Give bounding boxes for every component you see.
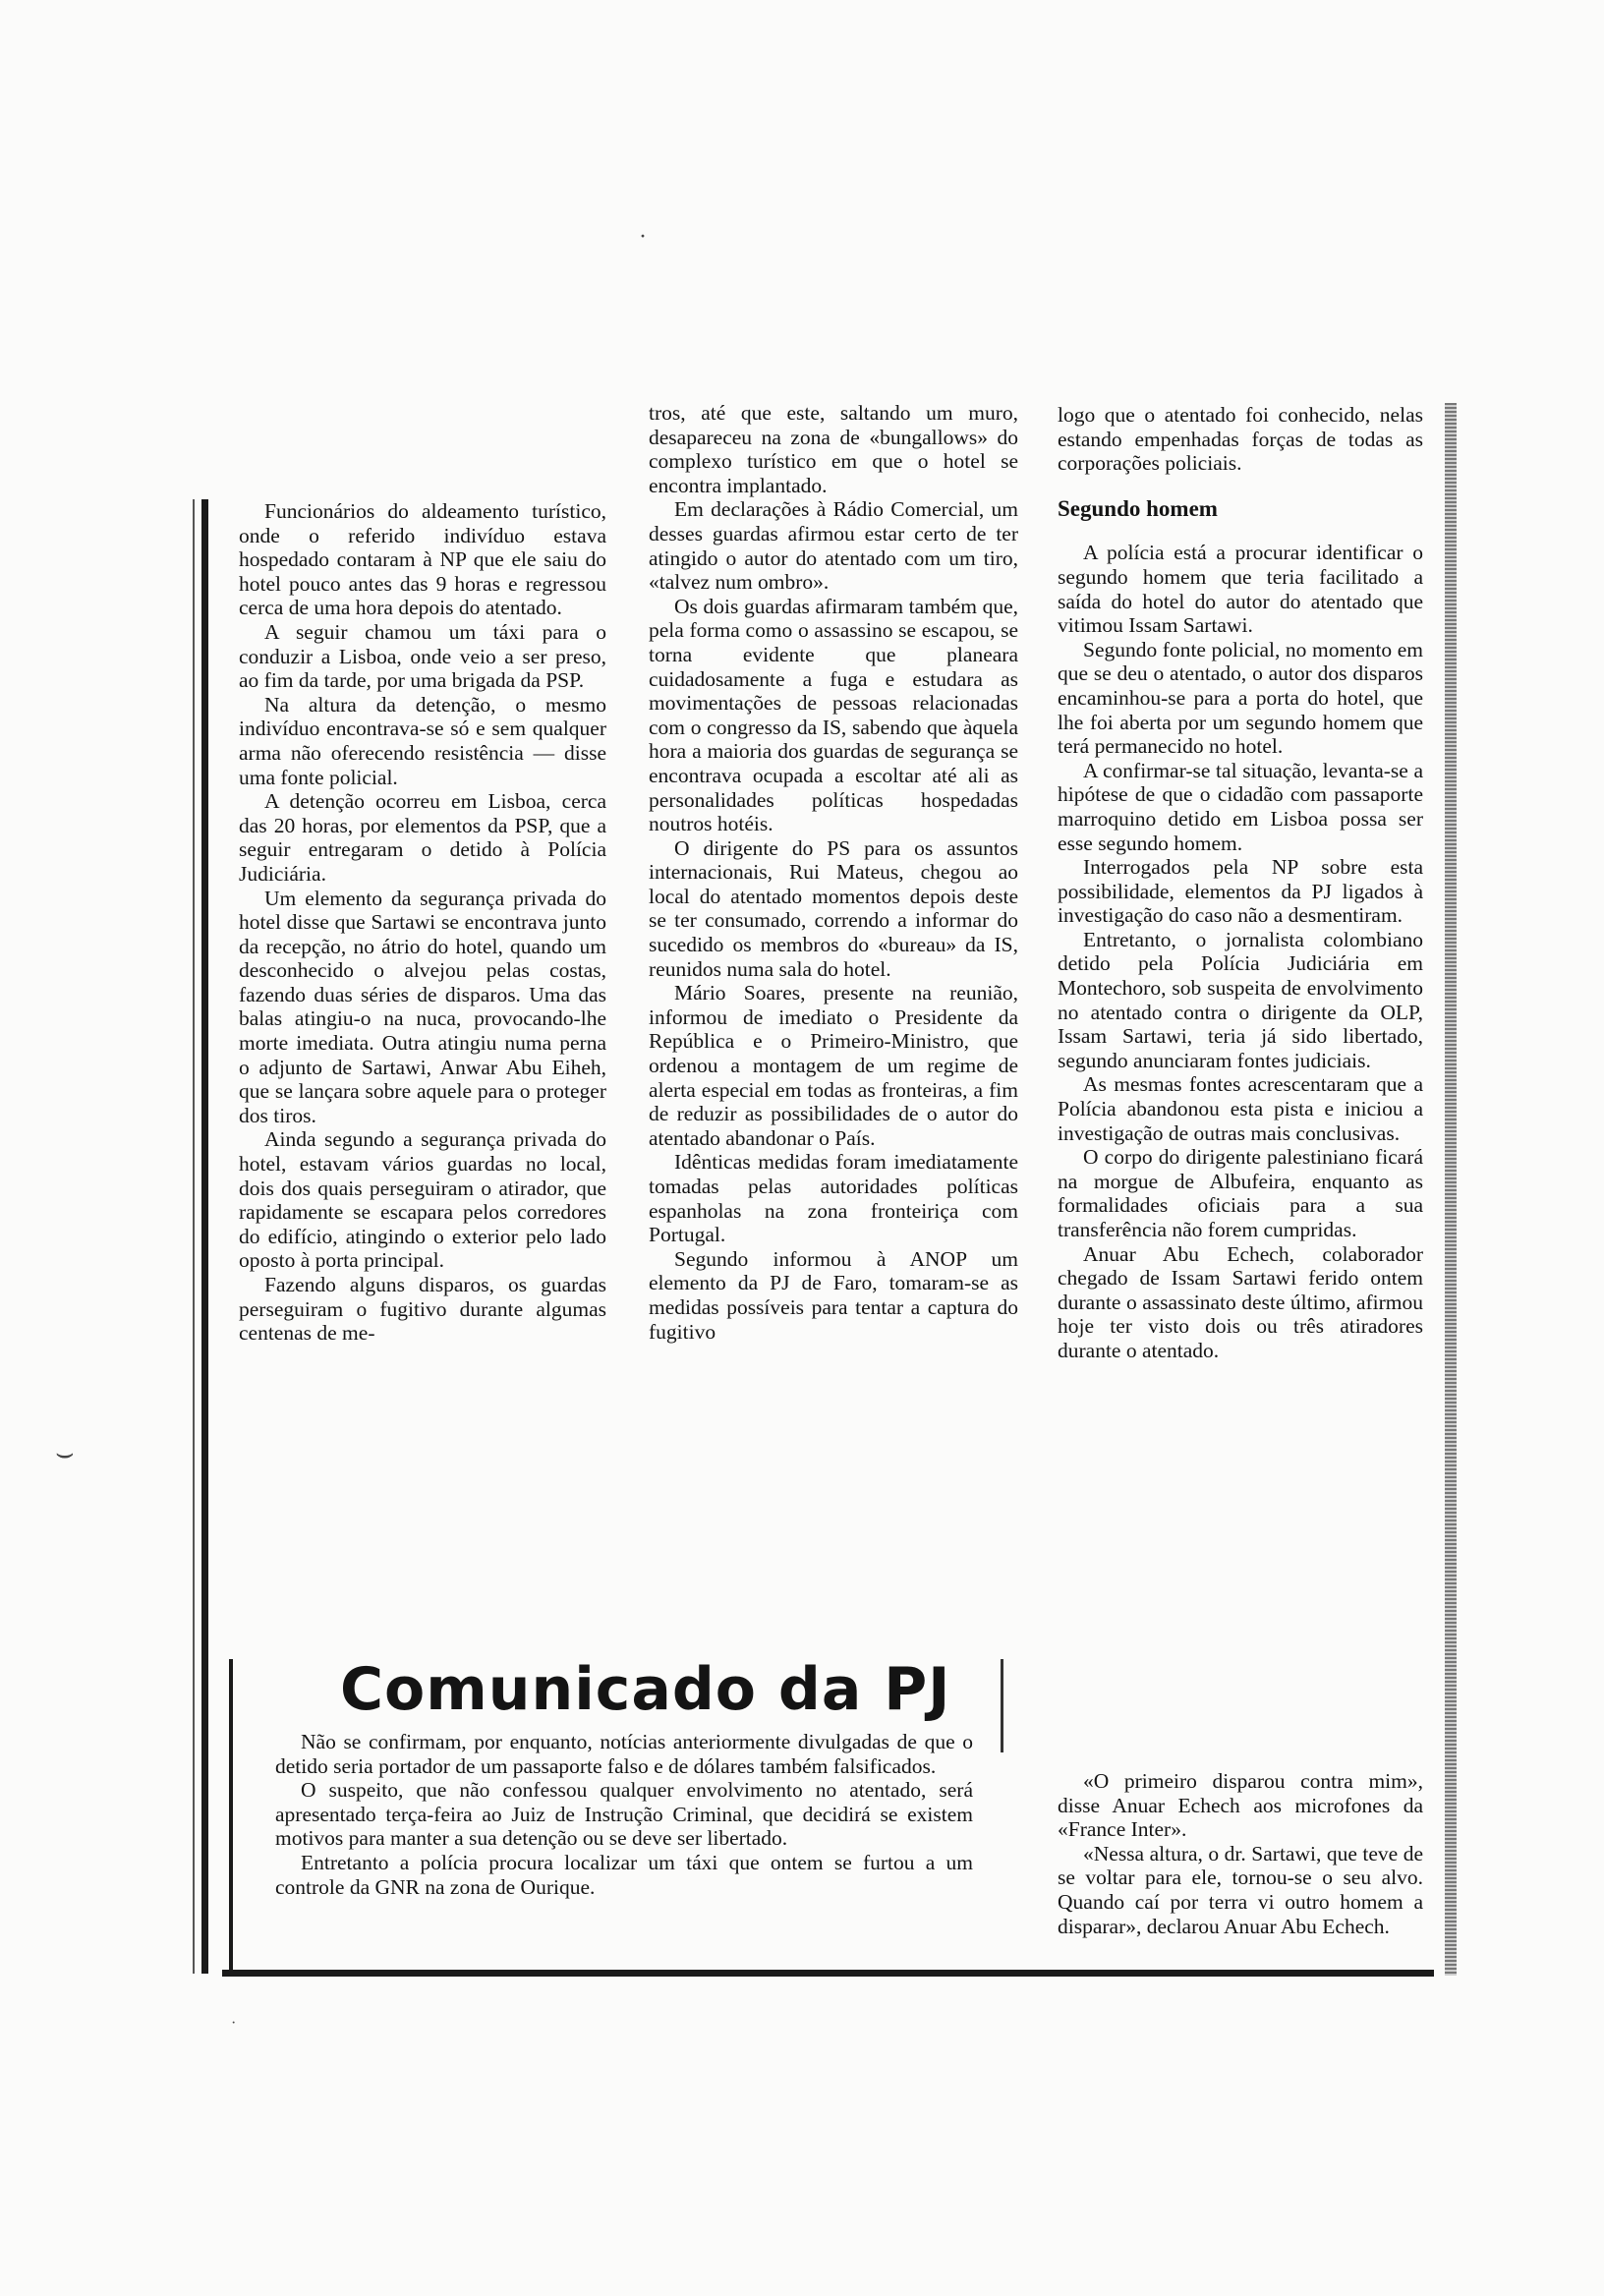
subheading: Segundo homem	[1058, 495, 1218, 521]
paragraph: Funcionários do aldeamento turístico, onde o referido indivíduo estava hospedado contaram à NP que ele saiu do hotel pouco antes das 9 horas e regressou cerca de uma hora depois do atentado.	[239, 499, 606, 620]
page-edge-right	[1445, 403, 1457, 1976]
scan-speck: ·	[231, 2015, 237, 2032]
paragraph: Mário Soares, presente na reunião, informou de imediato o Presidente da República e o Primeiro-Ministro, que ordenou a montagem de um regime de alerta especial em todas as fronteiras, a fim de reduzir as possibilidades de o autor do atentado abandonar o País.	[649, 981, 1018, 1150]
article-column-1	[239, 499, 606, 1346]
paragraph: Não se confirmam, por enquanto, notícias anteriormente divulgadas de que o detido seria portador de um passaporte falso e de dólares também falsificados.	[275, 1730, 973, 1778]
paragraph: Um elemento da segurança privada do hotel disse que Sartawi se encontrava junto da recepção, no átrio do hotel, quando um desconhecido o alvejou pelas costas, fazendo duas séries de disparos. Uma das balas atingiu-o na nuca, provocando-lhe morte imediata. Outra atingiu numa perna o adjunto de Sartawi, Anwar Abu Eiheh, que se lançara sobre aquele para o proteger dos tiros.	[239, 886, 606, 1127]
article-column-3	[1058, 403, 1423, 1363]
box-body	[275, 1730, 973, 1899]
box-rule-left	[229, 1659, 233, 1972]
box-rule-right	[1001, 1659, 1003, 1752]
box-headline: Comunicado da PJ	[340, 1655, 951, 1724]
paragraph: Entretanto a polícia procura localizar um táxi que ontem se furtou a um controle da GNR na zona de Ourique.	[275, 1850, 973, 1899]
article-column-2	[649, 401, 1018, 1344]
paragraph: Os dois guardas afirmaram também que, pela forma como o assassino se escapou, se torna evidente que planeara cuidadosamente a fuga e estudara as movimentações de pessoas relacionadas com o congresso da IS, sabendo que àquela hora a maioria dos guardas de segurança se encontrava ocupada a escoltar até ali as personalidades políticas hospedadas noutros hotéis.	[649, 594, 1018, 836]
paragraph: Na altura da detenção, o mesmo indivíduo encontrava-se só e sem qualquer arma não oferecendo resistência — disse uma fonte policial.	[239, 692, 606, 789]
paragraph: Em declarações à Rádio Comercial, um desses guardas afirmou estar certo de ter atingido o autor do atentado com um tiro, «talvez num ombro».	[649, 497, 1018, 595]
paragraph: logo que o atentado foi conhecido, nelas estando empenhadas forças de todas as corporações policiais.	[1058, 403, 1423, 476]
paragraph: O dirigente do PS para os assuntos internacionais, Rui Mateus, chegou ao local do atentado momentos depois deste se ter consumado, correndo a informar do sucedido os membros do «bureau» da IS, reunidos numa sala do hotel.	[649, 835, 1018, 981]
paragraph: Entretanto, o jornalista colombiano detido pela Polícia Judiciária em Montechoro, sob suspeita de envolvimento no atentado contra o dirigente da OLP, Issam Sartawi, teria já sido libertado, segundo anunciaram fontes judiciais.	[1058, 927, 1423, 1072]
article-column-3-bottom	[1058, 1769, 1423, 1938]
paragraph: O corpo do dirigente palestiniano ficará na morgue de Albufeira, enquanto as formalidades oficiais para a sua transferência não forem cumpridas.	[1058, 1145, 1423, 1241]
paragraph: A detenção ocorreu em Lisboa, cerca das 20 horas, por elementos da PSP, que a seguir entregaram o detido à Polícia Judiciária.	[239, 789, 606, 886]
paragraph: A seguir chamou um táxi para o conduzir a Lisboa, onde veio a ser preso, ao fim da tarde, por uma brigada da PSP.	[239, 619, 606, 693]
paragraph: Segundo fonte policial, no momento em que se deu o atentado, o autor dos disparos encaminhou-se para a porta do hotel, que lhe foi aberta por um segundo homem que terá permanecido no hotel.	[1058, 637, 1423, 759]
column-rule-left-thin	[193, 499, 195, 1974]
scan-mark: ⌣	[55, 1437, 75, 1469]
paragraph: A polícia está a procurar identificar o segundo homem que teria facilitado a saída do hotel do autor do atentado que vitimou Issam Sartawi.	[1058, 541, 1423, 638]
column-rule-left	[201, 499, 208, 1974]
paragraph: Anuar Abu Echech, colaborador chegado de Issam Sartawi ferido ontem durante o assassinato deste último, afirmou hoje ter visto dois ou três atiradores durante o atentado.	[1058, 1241, 1423, 1362]
paragraph: Segundo informou à ANOP um elemento da PJ de Faro, tomaram-se as medidas possíveis para tentar a captura do fugitivo	[649, 1246, 1018, 1344]
paragraph: «O primeiro disparou contra mim», disse Anuar Echech aos microfones da «France Inter».	[1058, 1769, 1423, 1842]
bottom-rule	[222, 1970, 1434, 1977]
paragraph: Idênticas medidas foram imediatamente tomadas pelas autoridades políticas espanholas na zona fronteiriça com Portugal.	[649, 1150, 1018, 1247]
paragraph: Ainda segundo a segurança privada do hotel, estavam vários guardas no local, dois dos quais perseguiram o atirador, que rapidamente se escapara pelos corredores do edifício, atingindo o exterior pelo lado oposto à porta principal.	[239, 1127, 606, 1273]
paragraph: O suspeito, que não confessou qualquer envolvimento no atentado, será apresentado terça-feira ao Juiz de Instrução Criminal, que decidirá se existem motivos para manter a sua detenção ou se deve ser libertado.	[275, 1778, 973, 1851]
paragraph: Interrogados pela NP sobre esta possibilidade, elementos da PJ ligados à investigação do caso não a desmentiram.	[1058, 855, 1423, 928]
paragraph: Fazendo alguns disparos, os guardas perseguiram o fugitivo durante algumas centenas de me-	[239, 1273, 606, 1346]
scan-speck: ·	[639, 224, 647, 250]
paragraph: A confirmar-se tal situação, levanta-se a hipótese de que o cidadão com passaporte marroquino detido em Lisboa possa ser esse segundo homem.	[1058, 758, 1423, 855]
paragraph: tros, até que este, saltando um muro, desapareceu na zona de «bungallows» do complexo turístico em que o hotel se encontra implantado.	[649, 401, 1018, 497]
paragraph: «Nessa altura, o dr. Sartawi, que teve de se voltar para ele, tornou-se o seu alvo. Quando caí por terra vi outro homem a disparar», declarou Anuar Abu Echech.	[1058, 1841, 1423, 1938]
paragraph: As mesmas fontes acrescentaram que a Polícia abandonou esta pista e iniciou a investigação de outras mais conclusivas.	[1058, 1072, 1423, 1145]
